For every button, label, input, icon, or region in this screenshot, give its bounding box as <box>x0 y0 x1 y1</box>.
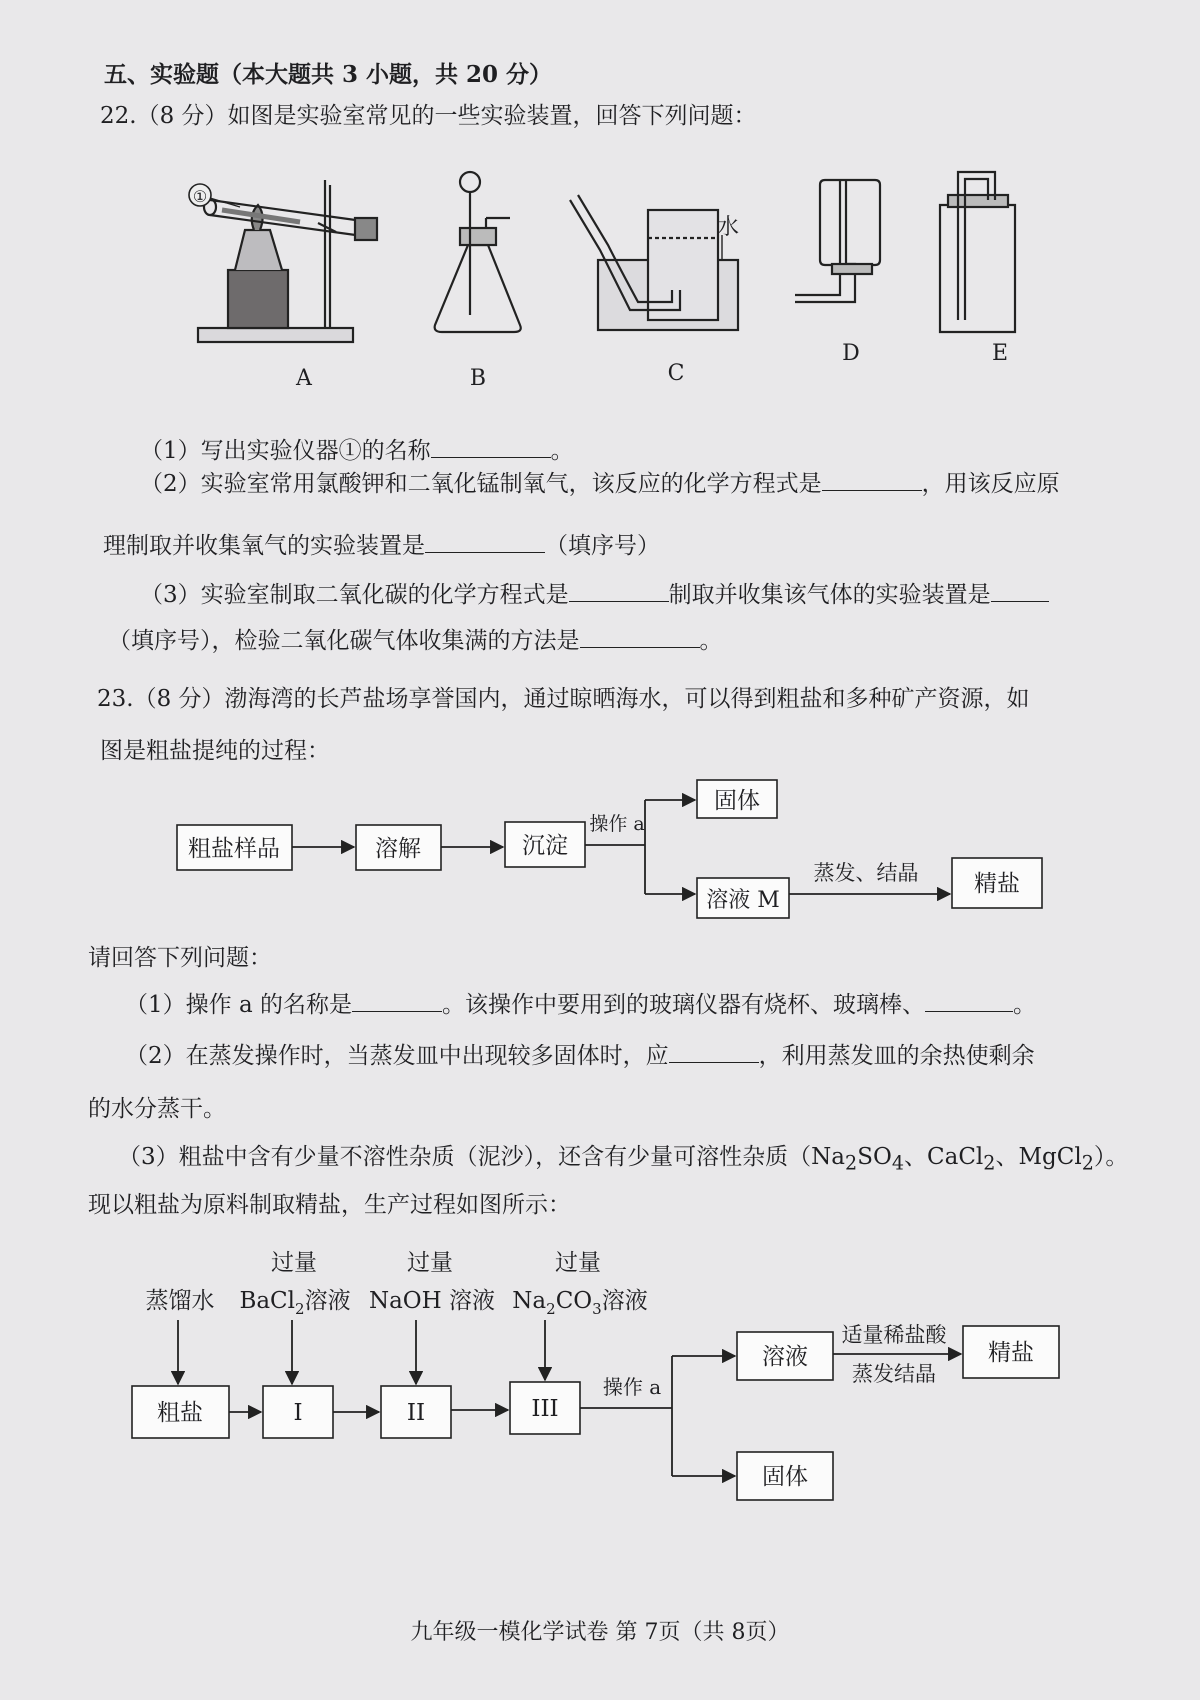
q22-part2-line1: （2）实验室常用氯酸钾和二氧化锰制氧气，该反应的化学方程式是 ，用该反应原 <box>140 468 1060 499</box>
label-a: A <box>296 366 312 391</box>
apparatus-a <box>189 180 377 342</box>
reagent-na2co3: $Na_2CO_3$溶液 <box>512 1288 648 1318</box>
reagent-bacl2: BaCl$_2$溶液 <box>239 1288 351 1318</box>
q23-answer-prompt: 请回答下列问题： <box>88 945 272 971</box>
answer-blank[interactable] <box>991 579 1049 602</box>
q22-intro: 22.（8 分）如图是实验室常见的一些实验装置，回答下列问题： <box>100 103 757 129</box>
q23-part3-line2: 现以粗盐为原料制取精盐，生产过程如图所示： <box>88 1192 571 1218</box>
text-precipitate: 沉淀 <box>522 833 568 859</box>
q23-part2-line1: （2）在蒸发操作时，当蒸发皿中出现较多固体时，应 ，利用蒸发皿的余热使剩余 <box>125 1040 1035 1071</box>
text-crude-salt: 粗盐 <box>157 1400 203 1426</box>
apparatus-e <box>940 172 1015 332</box>
answer-blank[interactable] <box>580 625 700 648</box>
text-evaporate: 蒸发、结晶 <box>813 861 919 885</box>
text-op-a-2: 操作 a <box>602 1375 662 1399</box>
text-step-1: I <box>293 1400 303 1426</box>
page-footer: 九年级一模化学试卷 第 7页（共 8页） <box>410 1620 790 1645</box>
q23-part3-line1: （3）粗盐中含有少量不溶性杂质（泥沙），还含有少量可溶性杂质（$Na_2SO_4$、CaCl$_2$、MgCl$_2$）。 <box>118 1144 1129 1175</box>
text-evaporate-crystallize: 蒸发结晶 <box>852 1362 936 1386</box>
answer-blank[interactable] <box>352 989 442 1012</box>
text-dissolve: 溶解 <box>375 836 421 862</box>
reagent-bacl2-excess: 过量 <box>271 1250 317 1276</box>
answer-blank[interactable] <box>822 468 922 491</box>
answer-blank[interactable] <box>431 435 551 458</box>
answer-blank[interactable] <box>425 530 545 553</box>
q22-part1: （1）写出实验仪器①的名称 。 <box>140 435 574 466</box>
answer-blank[interactable] <box>569 579 669 602</box>
text-solution: 溶液 <box>762 1344 808 1370</box>
reagent-naoh-excess: 过量 <box>407 1250 453 1276</box>
flowchart-1 <box>0 770 1200 930</box>
reagent-naoh: NaOH 溶液 <box>368 1288 496 1314</box>
apparatus-figure <box>0 160 1200 400</box>
label-e: E <box>991 341 1009 366</box>
answer-blank[interactable] <box>925 989 1013 1012</box>
apparatus-c <box>570 195 738 330</box>
text-step-2: II <box>406 1400 426 1426</box>
text-solid-2: 固体 <box>762 1464 808 1490</box>
reagent-na2co3-excess: 过量 <box>555 1250 601 1276</box>
text-refined-salt-2: 精盐 <box>988 1340 1034 1366</box>
q23-intro-line1: 23.（8 分）渤海湾的长芦盐场享誉国内，通过晾晒海水，可以得到粗盐和多种矿产资源，如 <box>97 686 1030 712</box>
text-step-3: III <box>531 1396 559 1422</box>
label-d: D <box>842 341 860 366</box>
q23-intro-line2: 图是粗盐提纯的过程： <box>100 738 330 764</box>
q22-part2-line2: 理制取并收集氧气的实验装置是 （填序号） <box>103 530 660 561</box>
text-op-a: 操作 a <box>589 813 645 835</box>
q22-part3-line2: （填序号），检验二氧化碳气体收集满的方法是 。 <box>108 625 723 656</box>
label-b: B <box>469 366 487 391</box>
flowchart-2 <box>0 1240 1200 1520</box>
reagent-distilled-water: 蒸馏水 <box>145 1288 215 1314</box>
text-acid: 适量稀盐酸 <box>841 1323 947 1347</box>
apparatus-b <box>435 172 521 332</box>
q23-part1: （1）操作 a 的名称是 。该操作中要用到的玻璃仪器有烧杯、玻璃棒、 。 <box>125 989 1036 1020</box>
text-crude-sample: 粗盐样品 <box>188 836 280 862</box>
marker-1: ① <box>192 187 208 206</box>
apparatus-d <box>795 180 880 302</box>
text-refined-salt: 精盐 <box>974 871 1020 897</box>
q22-part3-line1: （3）实验室制取二氧化碳的化学方程式是 制取并收集该气体的实验装置是 <box>140 579 1049 610</box>
q23-part2-line2: 的水分蒸干。 <box>88 1096 226 1122</box>
answer-blank[interactable] <box>669 1040 759 1063</box>
water-label: 水 <box>717 215 740 240</box>
text-solution-m: 溶液 M <box>706 888 780 913</box>
label-c: C <box>667 361 685 386</box>
text-solid: 固体 <box>714 788 760 814</box>
section-title: 五、实验题（本大题共 3 小题，共 20 分） <box>104 61 553 88</box>
